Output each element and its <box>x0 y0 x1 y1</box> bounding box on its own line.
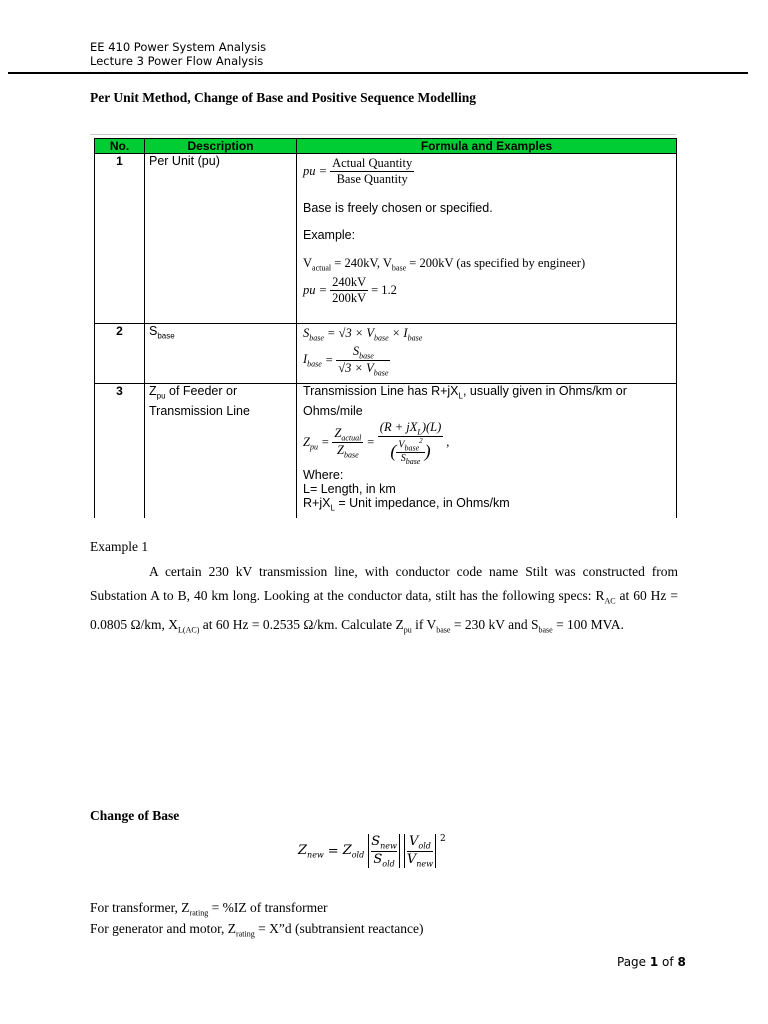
col-header-description: Description <box>145 139 297 154</box>
header-lecture: Lecture 3 Power Flow Analysis <box>90 54 264 68</box>
example-1-text: A certain 230 kV transmission line, with conductor code name Stilt was constructed from Substation A to B, 40 km long. Looking at the conductor data, stilt has the following specs: $R_{AC}$ at 60 Hz = 0.0805 Ω/km, $X_{L(AC)}$ at 60 Hz = 0.2535 Ω/km. Calculate $Z_{pu}$ if $V_{base} = 230$ kV and $S_{base} = 100$ MVA. <box>90 564 678 635</box>
table-header-row <box>95 139 677 154</box>
sbase-formula: $S_{base} = √3 \times V_{base} \times I_{base}$ <box>303 326 423 343</box>
table-row <box>95 324 677 384</box>
formula-table <box>94 138 677 518</box>
page-title: Per Unit Method, Change of Base and Positive Sequence Modelling <box>90 90 476 105</box>
generator-note: For generator and motor, $Z_{rating}$ = X”d (subtransient reactance) <box>90 921 424 939</box>
row-description: Per Unit (pu) <box>145 154 297 324</box>
table-row <box>95 154 677 324</box>
table-top-rule <box>90 134 676 135</box>
header-course: EE 410 Power System Analysis <box>90 40 267 54</box>
line-intro: Transmission Line has $R+jX_L$, usually given in Ohms/km or <box>303 384 627 401</box>
table-row <box>95 384 677 518</box>
row-formula: Transmission Line has $R+jX_L$, usually given in Ohms/km or Ohms/mile $Z_{pu}$ = $\frac{Z_{actual}}{Z_{base}}$ = $(R + jX_L)(L)$ ( $\frac{V_{base}^2}{S_{base}}$ ) , Where: L= Length, in km $R+jX_L$ = Unit impedance, in Ohms/km <box>297 384 677 518</box>
base-note: Base is freely chosen or specified. <box>303 201 493 215</box>
col-header-formula: Formula and Examples <box>297 139 677 154</box>
change-of-base-title: Change of Base <box>90 808 180 823</box>
row-number: 1 <box>95 154 145 324</box>
ibase-formula: $I_{base}$ = $\frac{S_{base}}{√3 \times V_{base}}$ <box>303 343 389 378</box>
row-description: $Z_{pu}$ of Feeder or Transmission Line <box>145 384 297 518</box>
row-description: $S_{base}$ <box>145 324 297 384</box>
pu-definition: pu = $\frac{\text{Actual Quantity}}{\text{Base Quantity}}$ <box>303 156 413 186</box>
col-header-no: No. <box>95 139 145 154</box>
transformer-note: For transformer, $Z_{rating} = \%IZ$ of transformer <box>90 900 328 918</box>
header-rule <box>8 72 748 74</box>
example-calculation: pu = $\frac{240kV}{200kV}$ = 1.2 <box>303 274 397 305</box>
row-formula <box>297 154 677 324</box>
change-of-base-formula: $Z_{new}$ = $Z_{old}$ $S_{new}$ $S_{old}$ $V_{old}$ $V_{new}$ $^2$ <box>298 834 446 869</box>
example-label: Example: <box>303 228 356 242</box>
example-line: $V_{actual} = 240kV$, $V_{base} = 200kV$ (as specified by engineer) <box>303 256 586 273</box>
example-1-label: Example 1 <box>90 539 149 554</box>
row-number: 2 <box>95 324 145 384</box>
page-number: Page 1 of 8 <box>617 955 686 969</box>
row-number: 3 <box>95 384 145 518</box>
row-formula <box>297 324 677 384</box>
zpu-formula: $Z_{pu}$ = $\frac{Z_{actual}}{Z_{base}}$ = $(R + jX_L)(L)$ ( $\frac{V_{base}^2}{S_{base}}$ ) , <box>303 419 450 467</box>
